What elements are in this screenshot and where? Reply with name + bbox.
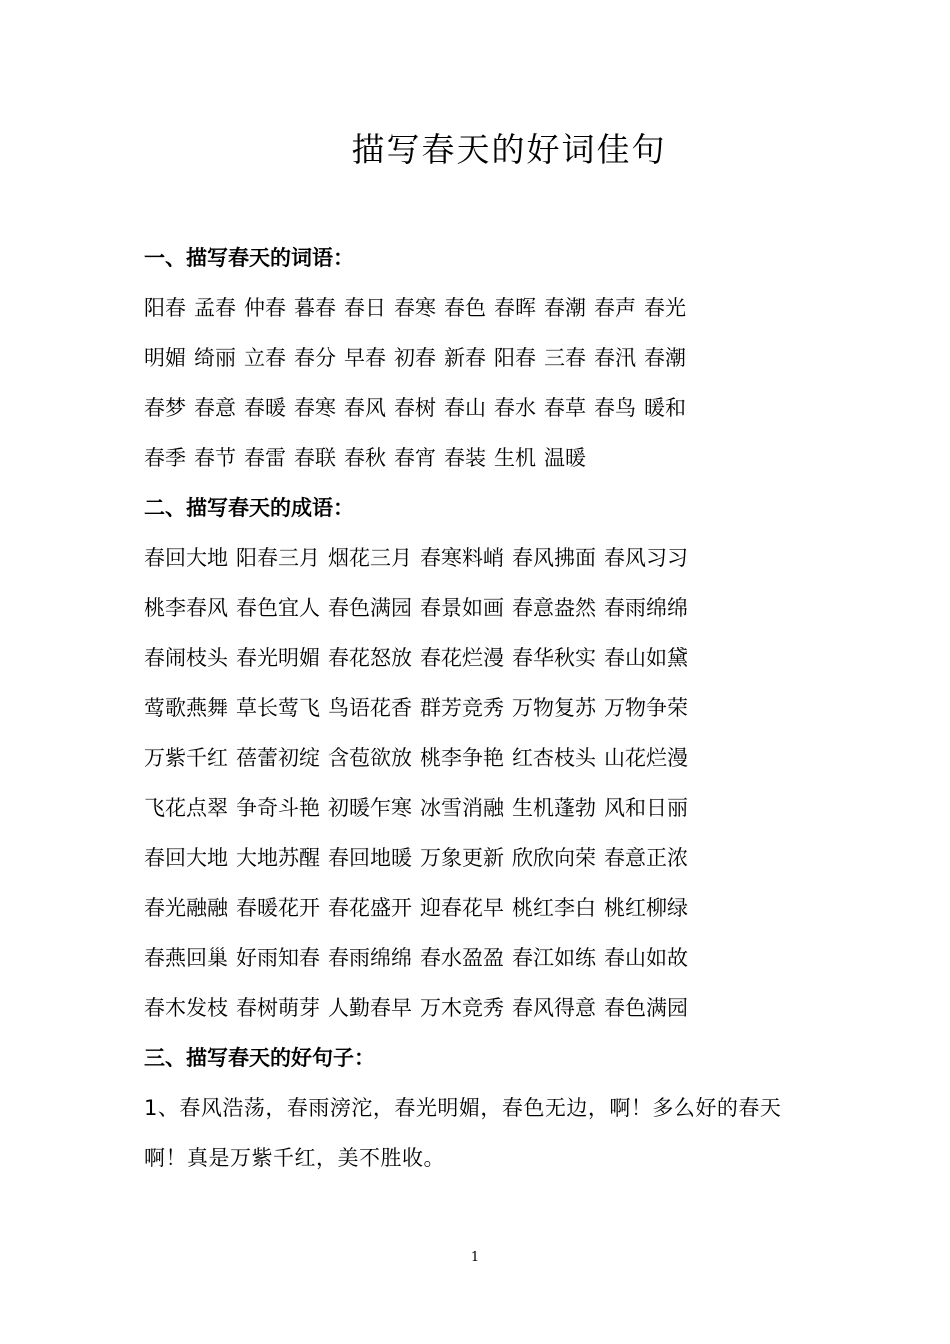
idiom-item: 生机蓬勃: [512, 796, 596, 820]
word-item: 春汛: [594, 346, 636, 370]
word-item: 春季: [144, 446, 186, 470]
idiom-item: 阳春三月: [236, 546, 320, 570]
idiom-item: 群芳竞秀: [420, 696, 504, 720]
word-item: 春色: [444, 296, 486, 320]
word-item: 春潮: [644, 346, 686, 370]
idiom-item: 万木竞秀: [420, 996, 504, 1020]
word-row: [144, 336, 864, 386]
idiom-item: 春江如练: [512, 946, 596, 970]
word-list: [144, 286, 864, 486]
idiom-item: 万紫千红: [144, 746, 228, 770]
word-item: 明媚: [144, 346, 186, 370]
word-item: 春节: [194, 446, 236, 470]
idiom-item: 万物复苏: [512, 696, 596, 720]
word-item: 春雷: [244, 446, 286, 470]
idiom-item: 万物争荣: [604, 696, 688, 720]
idiom-item: 桃红柳绿: [604, 896, 688, 920]
document-title: 描写春天的好词佳句: [351, 130, 667, 169]
word-item: 春意: [194, 396, 236, 420]
word-item: 春暖: [244, 396, 286, 420]
word-item: 立春: [244, 346, 286, 370]
idiom-item: 春回地暖: [328, 846, 412, 870]
word-item: 春树: [394, 396, 436, 420]
idiom-item: 飞花点翠: [144, 796, 228, 820]
word-item: 春鸟: [594, 396, 636, 420]
idiom-item: 春回大地: [144, 846, 228, 870]
idiom-item: 迎春花早: [420, 896, 504, 920]
idiom-item: 春寒料峭: [420, 546, 504, 570]
idiom-item: 春山如故: [604, 946, 688, 970]
idiom-item: 春雨绵绵: [604, 596, 688, 620]
idiom-item: 春风拂面: [512, 546, 596, 570]
idiom-item: 含苞欲放: [328, 746, 412, 770]
idiom-item: 春华秋实: [512, 646, 596, 670]
word-item: 春寒: [294, 396, 336, 420]
word-item: 早春: [344, 346, 386, 370]
word-item: 春梦: [144, 396, 186, 420]
idiom-item: 春回大地: [144, 546, 228, 570]
idiom-item: 春暖花开: [236, 896, 320, 920]
word-item: 春宵: [394, 446, 436, 470]
idiom-item: 人勤春早: [328, 996, 412, 1020]
word-item: 阳春: [494, 346, 536, 370]
idiom-item: 红杏枝头: [512, 746, 596, 770]
word-item: 春晖: [494, 296, 536, 320]
word-item: 暮春: [294, 296, 336, 320]
word-item: 春联: [294, 446, 336, 470]
idiom-item: 春风得意: [512, 996, 596, 1020]
word-item: 仲春: [244, 296, 286, 320]
idiom-item: 初暖乍寒: [328, 796, 412, 820]
idiom-item: 春花怒放: [328, 646, 412, 670]
idiom-item: 春闹枝头: [144, 646, 228, 670]
word-item: 暖和: [644, 396, 686, 420]
word-item: 春寒: [394, 296, 436, 320]
word-item: 春光: [644, 296, 686, 320]
idiom-item: 桃红李白: [512, 896, 596, 920]
idiom-item: 春花烂漫: [420, 646, 504, 670]
page-number: 1: [470, 1250, 480, 1265]
idiom-row: [144, 836, 864, 886]
word-item: 春装: [444, 446, 486, 470]
idiom-item: 桃李争艳: [420, 746, 504, 770]
idiom-item: 春木发枝: [144, 996, 228, 1020]
idiom-item: 好雨知春: [236, 946, 320, 970]
idiom-item: 烟花三月: [328, 546, 412, 570]
idiom-item: 春花盛开: [328, 896, 412, 920]
idiom-item: 风和日丽: [604, 796, 688, 820]
word-item: 孟春: [194, 296, 236, 320]
idiom-item: 草长莺飞: [236, 696, 320, 720]
word-item: 春水: [494, 396, 536, 420]
word-item: 春秋: [344, 446, 386, 470]
word-item: 三春: [544, 346, 586, 370]
idiom-item: 山花烂漫: [604, 746, 688, 770]
idiom-row: [144, 986, 864, 1036]
word-item: 新春: [444, 346, 486, 370]
idiom-item: 春山如黛: [604, 646, 688, 670]
idiom-item: 蓓蕾初绽: [236, 746, 320, 770]
idiom-row: [144, 936, 864, 986]
word-item: 绮丽: [194, 346, 236, 370]
word-row: [144, 286, 864, 336]
word-item: 阳春: [144, 296, 186, 320]
idiom-row: [144, 886, 864, 936]
word-item: 春日: [344, 296, 386, 320]
idiom-item: 春树萌芽: [236, 996, 320, 1020]
idiom-item: 桃李春风: [144, 596, 228, 620]
idiom-list: [144, 536, 864, 1036]
word-item: 生机: [494, 446, 536, 470]
section-heading-idioms: 二、描写春天的成语：: [144, 496, 354, 520]
idiom-item: 莺歌燕舞: [144, 696, 228, 720]
idiom-item: 春风习习: [604, 546, 688, 570]
sentence-line: 1、春风浩荡，春雨滂沱，春光明媚，春色无边，啊！多么好的春天: [144, 1096, 782, 1120]
word-item: 春潮: [544, 296, 586, 320]
idiom-item: 春光融融: [144, 896, 228, 920]
idiom-item: 春意盎然: [512, 596, 596, 620]
idiom-item: 春色宜人: [236, 596, 320, 620]
idiom-item: 春意正浓: [604, 846, 688, 870]
idiom-row: [144, 786, 864, 836]
idiom-item: 争奇斗艳: [236, 796, 320, 820]
idiom-row: [144, 536, 864, 586]
word-row: [144, 386, 864, 436]
word-item: 春草: [544, 396, 586, 420]
idiom-item: 鸟语花香: [328, 696, 412, 720]
idiom-item: 春燕回巢: [144, 946, 228, 970]
idiom-item: 欣欣向荣: [512, 846, 596, 870]
idiom-item: 大地苏醒: [236, 846, 320, 870]
idiom-item: 春水盈盈: [420, 946, 504, 970]
idiom-item: 冰雪消融: [420, 796, 504, 820]
section-heading-words: 一、描写春天的词语：: [144, 246, 354, 270]
sentence-line: 啊！真是万紫千红，美不胜收。: [144, 1146, 445, 1170]
idiom-row: [144, 686, 864, 736]
idiom-row: [144, 636, 864, 686]
idiom-row: [144, 586, 864, 636]
section-heading-sentences: 三、描写春天的好句子：: [144, 1046, 375, 1070]
idiom-row: [144, 736, 864, 786]
word-item: 初春: [394, 346, 436, 370]
word-item: 春声: [594, 296, 636, 320]
idiom-item: 万象更新: [420, 846, 504, 870]
idiom-item: 春色满园: [328, 596, 412, 620]
word-item: 春风: [344, 396, 386, 420]
document-body: [144, 236, 864, 1186]
word-item: 春山: [444, 396, 486, 420]
idiom-item: 春景如画: [420, 596, 504, 620]
idiom-item: 春光明媚: [236, 646, 320, 670]
idiom-item: 春色满园: [604, 996, 688, 1020]
idiom-item: 春雨绵绵: [328, 946, 412, 970]
word-item: 温暖: [544, 446, 586, 470]
word-row: [144, 436, 864, 486]
word-item: 春分: [294, 346, 336, 370]
